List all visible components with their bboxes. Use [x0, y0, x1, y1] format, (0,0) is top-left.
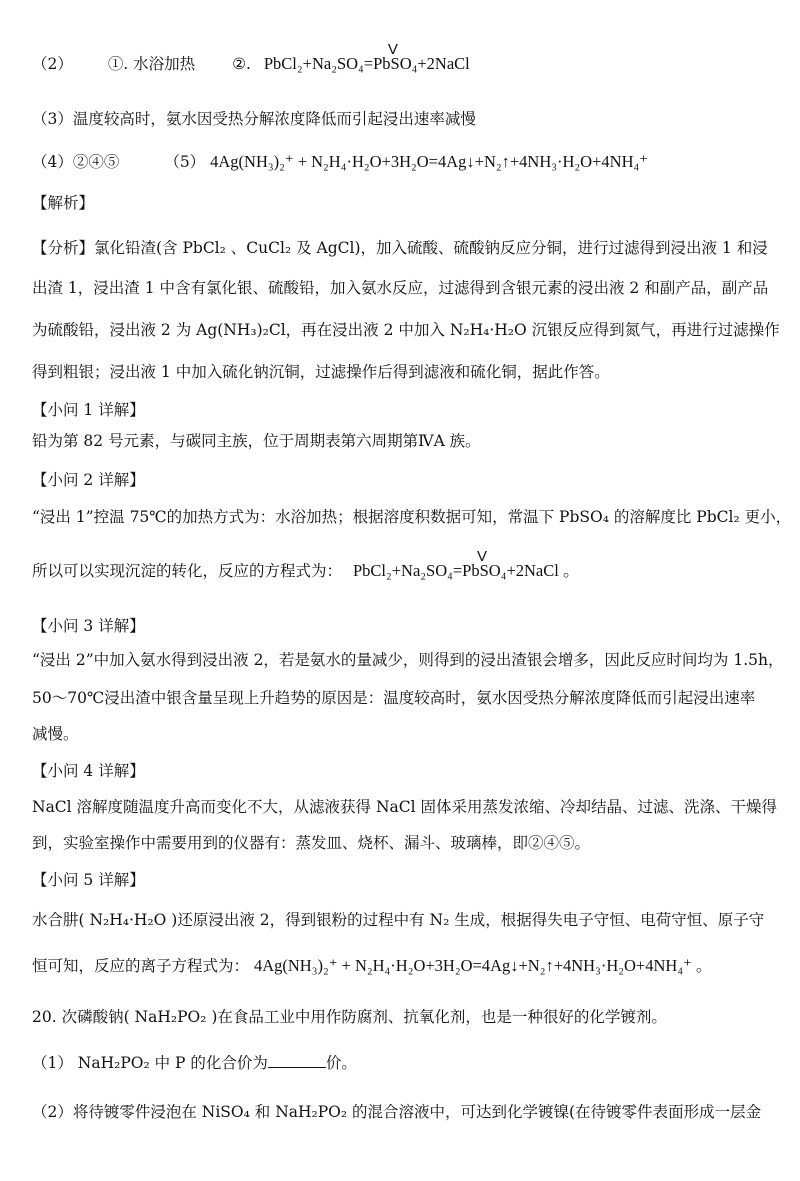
answer-q4-q5-line	[32, 150, 778, 174]
answer-blank[interactable]	[268, 1053, 326, 1068]
answer-q2-equation	[263, 41, 470, 76]
answer-q2-part1: ①. 水浴加热	[107, 55, 196, 73]
answer-q5-label: （5）	[164, 153, 206, 171]
answer-q2-part2-marker: ②.	[232, 55, 251, 73]
q5-detail-title: 【小问 5 详解】	[32, 871, 145, 889]
q4-detail-line-1: NaCl 溶解度随温度升高而变化不大，从滤液获得 NaCl 固体采用蒸发浓缩、冷却结晶、过滤、洗涤、干燥得	[32, 798, 778, 816]
fenxi-line-4: 得到粗银；浸出液 1 中加入硫化钠沉铜，过滤操作后得到滤液和硫化铜，据此作答。	[32, 363, 610, 381]
fenxi-line-1: 【分析】氯化铅渣(含 PbCl₂ 、CuCl₂ 及 AgCl)，加入硫酸、硫酸钠反应分铜，进行过滤得到浸出液 1 和浸	[32, 239, 768, 257]
q3-detail-line-2: 50～70℃浸出渣中银含量呈现上升趋势的原因是：温度较高时，氨水因受热分解浓度降低而引起浸出速率	[32, 689, 756, 707]
question-20-stem: 20. 次磷酸钠( NaH₂PO₂ )在食品工业中用作防腐剂、抗氧化剂，也是一种很好的化学镀剂。	[32, 1008, 667, 1026]
q3-detail-line-3: 减慢。	[32, 725, 79, 743]
q2-detail-equation-text: PbCl₂+Na₂SO₄=PbSO₄+2NaCl 。	[352, 561, 580, 580]
analysis-title: 【解析】	[32, 194, 95, 212]
q5-detail-line-2	[32, 954, 778, 978]
q2-detail-equation	[352, 548, 580, 583]
question-20-sub-1-suffix: 价。	[325, 1054, 357, 1072]
heating-mark: V	[387, 41, 398, 58]
q4-detail-line-2: 到，实验室操作中需要用到的仪器有：蒸发皿、烧杯、漏斗、玻璃棒，即②④⑤。	[32, 834, 591, 852]
q2-detail-line-2	[32, 548, 778, 583]
answer-q5-equation: 4Ag(NH₃)₂⁺ + N₂H₄·H₂O+3H₂O=4Ag↓+N₂↑+4NH₃·H₂O+4NH₄⁺	[210, 152, 648, 171]
q5-detail-equation: 4Ag(NH₃)₂⁺ + N₂H₄·H₂O+3H₂O=4Ag↓+N₂↑+4NH₃·H₂O+4NH₄⁺ 。	[253, 956, 713, 975]
q5-detail-line-2-text: 恒可知，反应的离子方程式为：	[32, 957, 250, 975]
answer-q2-line	[32, 41, 778, 76]
question-20-sub-1	[32, 1051, 778, 1075]
answer-q3: （3）温度较高时，氨水因受热分解浓度降低而引起浸出速率减慢	[32, 110, 476, 128]
q1-detail-title: 【小问 1 详解】	[32, 401, 145, 419]
q4-detail-title: 【小问 4 详解】	[32, 762, 145, 780]
answer-q2-label: （2）	[32, 55, 73, 73]
question-20-sub-1-text: （1） NaH₂PO₂ 中 P 的化合价为	[32, 1054, 268, 1072]
q1-detail-text: 铅为第 82 号元素，与碳同主族，位于周期表第六周期第ⅣA 族。	[32, 432, 481, 450]
answer-q4: （4）②④⑤	[32, 153, 120, 171]
fenxi-line-3: 为硫酸铅，浸出液 2 为 Ag(NH₃)₂Cl，再在浸出液 2 中加入 N₂H₄·H₂O 沉银反应得到氮气，再进行过滤操作	[32, 321, 780, 339]
q2-detail-title: 【小问 2 详解】	[32, 471, 145, 489]
fenxi-line-2: 出渣 1，浸出渣 1 中含有氯化银、硫酸铅，加入氨水反应，过滤得到含银元素的浸出液 2 和副产品，副产品	[32, 279, 769, 297]
q2-detail-line-2-text: 所以可以实现沉淀的转化，反应的方程式为：	[32, 562, 343, 580]
q5-detail-line-1: 水合肼( N₂H₄·H₂O )还原浸出液 2，得到银粉的过程中有 N₂ 生成，根据得失电子守恒、电荷守恒、原子守	[32, 911, 765, 929]
q2-detail-line-1: “浸出 1”控温 75℃的加热方式为：水浴加热；根据溶度积数据可知，常温下 PbSO₄ 的溶解度比 PbCl₂ 更小，	[32, 508, 792, 526]
answer-q2-equation-text: PbCl₂+Na₂SO₄=PbSO₄+2NaCl	[263, 54, 470, 73]
question-20-sub-2: （2）将待镀零件浸泡在 NiSO₄ 和 NaH₂PO₂ 的混合溶液中，可达到化学镀镍(在待镀零件表面形成一层金	[32, 1103, 762, 1121]
heating-mark: V	[476, 548, 487, 565]
q3-detail-title: 【小问 3 详解】	[32, 617, 145, 635]
q3-detail-line-1: “浸出 2”中加入氨水得到浸出液 2，若是氨水的量减少，则得到的浸出渣银会增多，因此反应时间均为 1.5h，	[32, 651, 784, 669]
